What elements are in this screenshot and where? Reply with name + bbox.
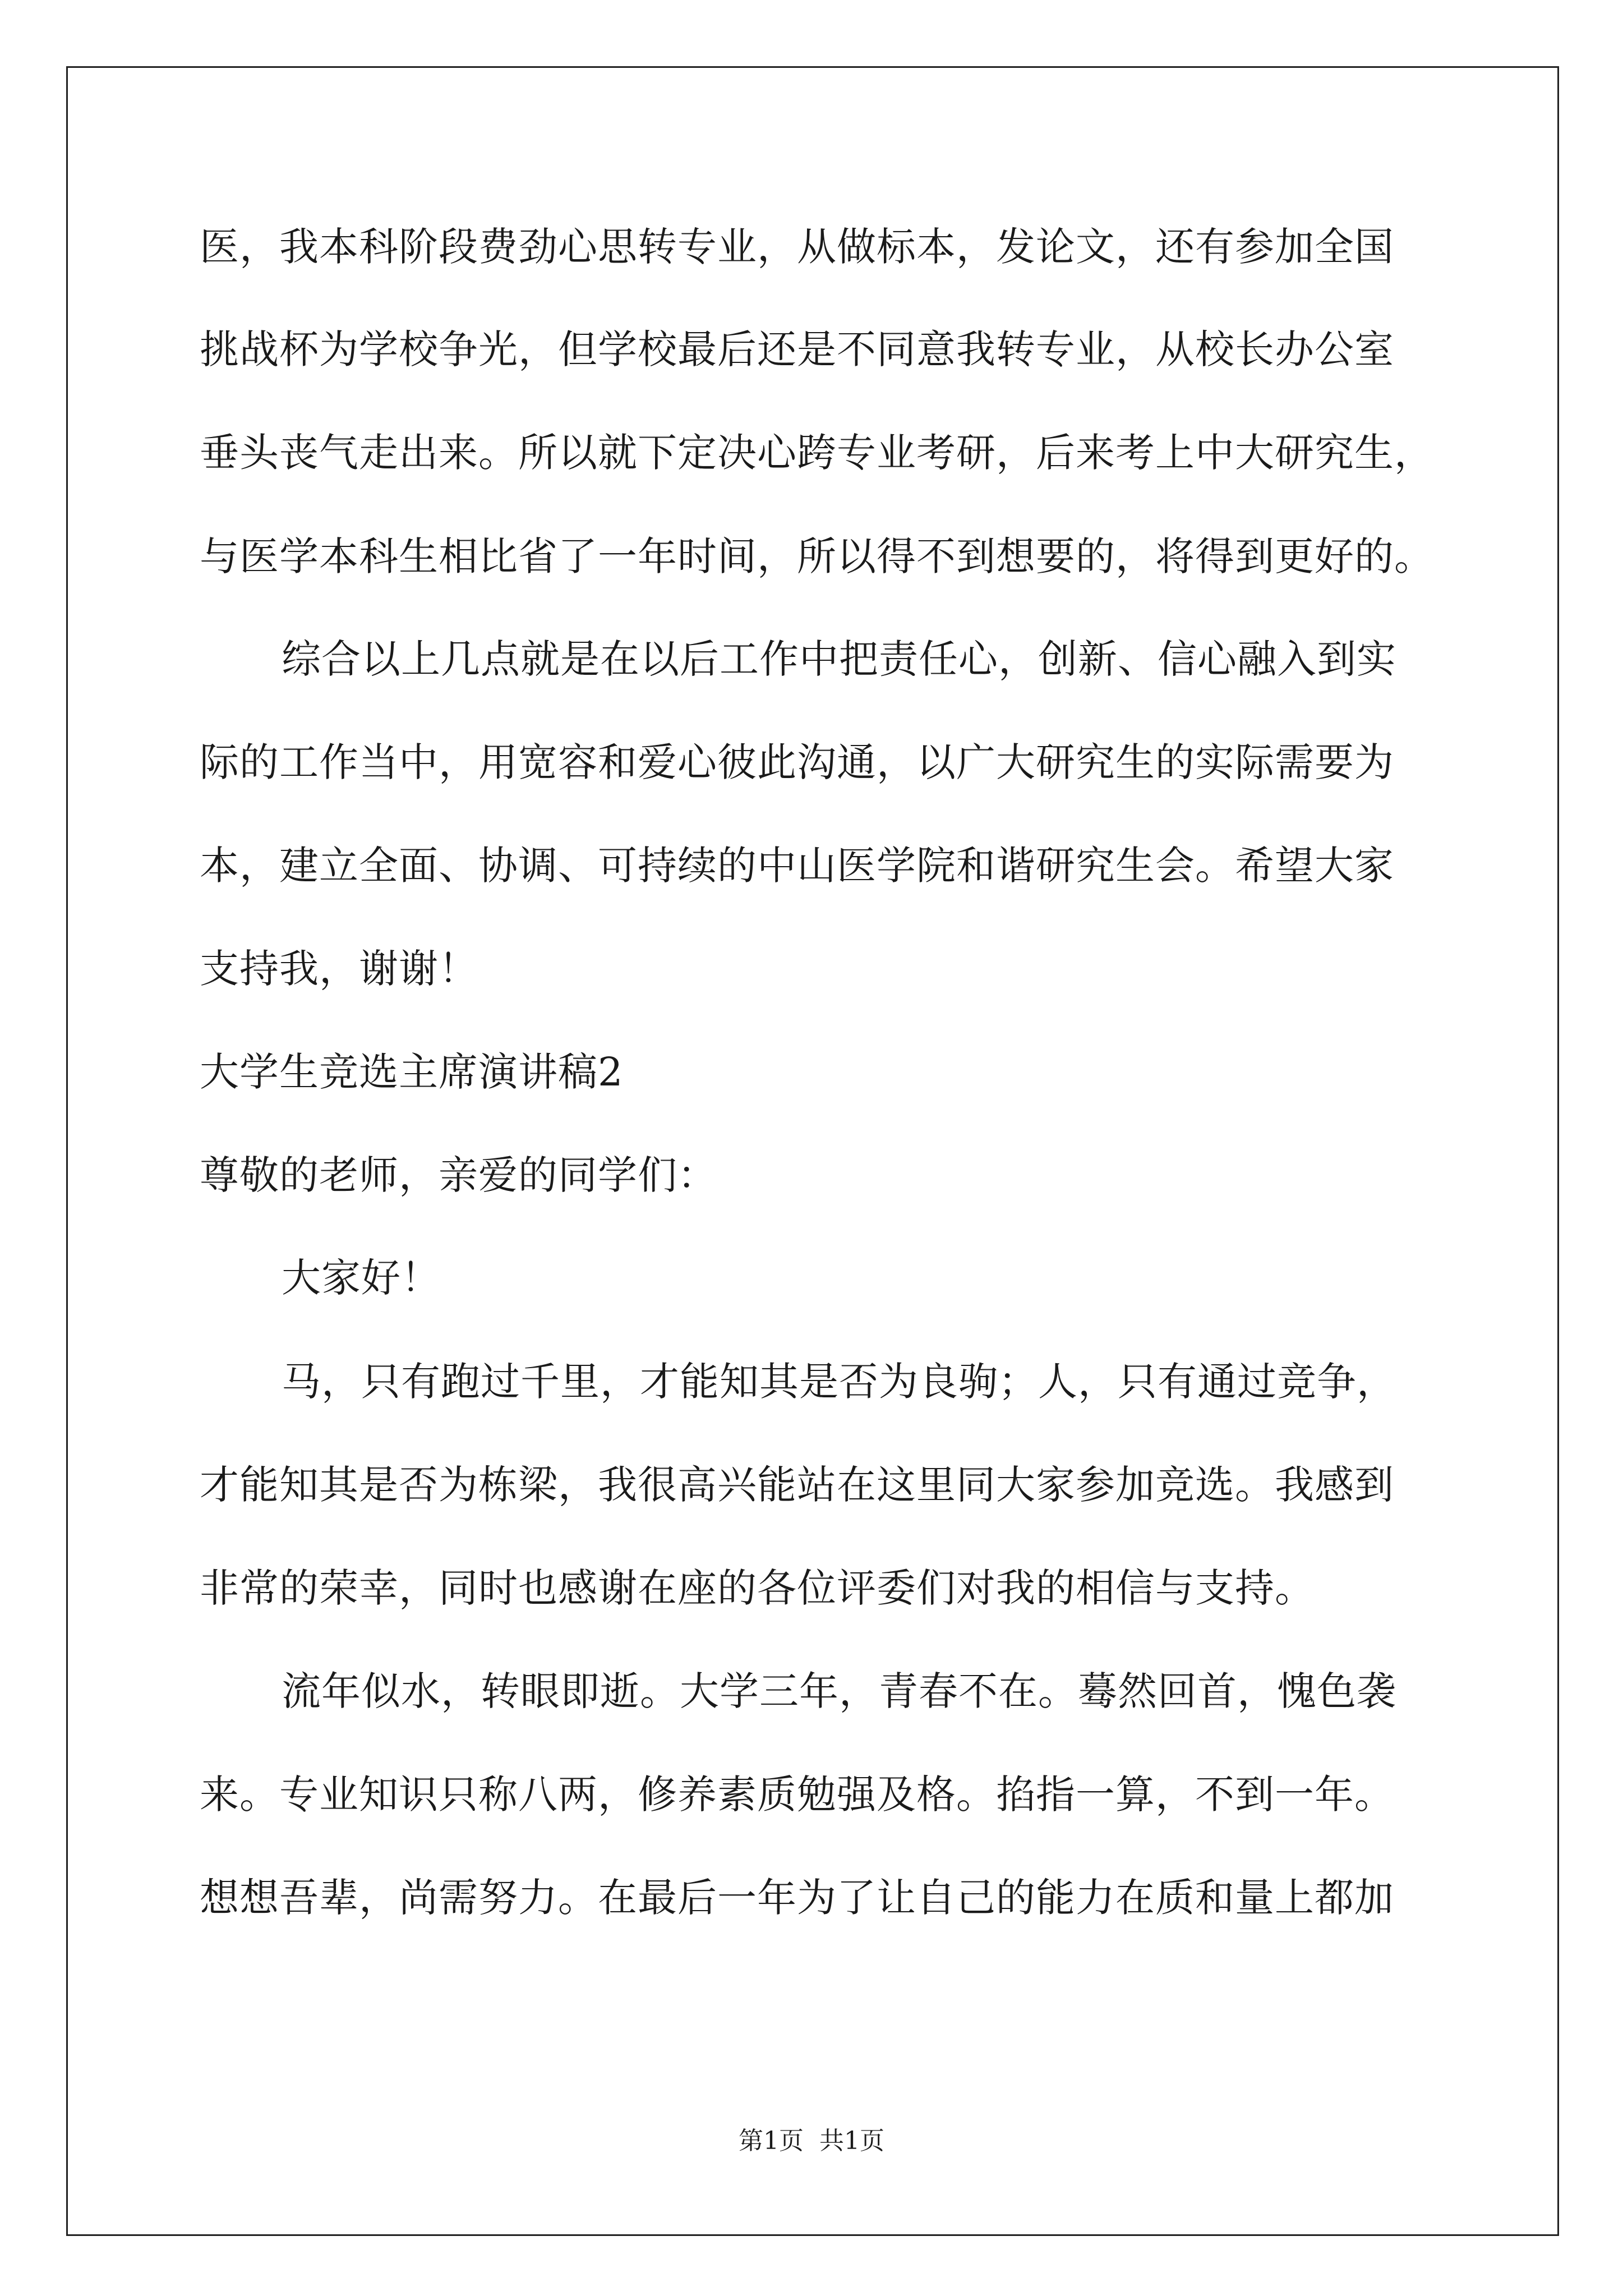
paragraph-start-line: 流年似水，转眼即逝。大学三年，青春不在。蓦然回首，愧色袭 [282,1668,1396,1714]
section-title: 大学生竞选主席演讲稿2 [200,1049,624,1095]
body-line: 想想吾辈，尚需努力。在最后一年为了让自己的能力在质和量上都加 [200,1875,1394,1921]
body-line: 来。专业知识只称八两，修养素质勉强及格。掐指一算，不到一年。 [200,1772,1394,1818]
body-line: 医，我本科阶段费劲心思转专业，从做标本，发论文，还有参加全国 [200,224,1394,270]
paragraph-start-line: 马，只有跑过千里，才能知其是否为良驹；人，只有通过竞争， [282,1359,1396,1405]
body-line: 支持我，谢谢！ [200,946,478,992]
body-line: 与医学本科生相比省了一年时间，所以得不到想要的，将得到更好的。 [200,533,1434,579]
body-line: 挑战杯为学校争光，但学校最后还是不同意我转专业，从校长办公室 [200,326,1394,372]
body-line: 才能知其是否为栋梁，我很高兴能站在这里同大家参加竞选。我感到 [200,1462,1394,1508]
body-line: 非常的荣幸，同时也感谢在座的各位评委们对我的相信与支持。 [200,1565,1315,1611]
paragraph-start-line: 综合以上几点就是在以后工作中把责任心，创新、信心融入到实 [282,636,1396,682]
body-line: 垂头丧气走出来。所以就下定决心跨专业考研，后来考上中大研究生， [200,430,1434,476]
page-footer: 第1页 共1页 [739,2127,884,2155]
body-line: 本，建立全面、协调、可持续的中山医学院和谐研究生会。希望大家 [200,843,1394,889]
salutation: 尊敬的老师，亲爱的同学们： [200,1152,717,1198]
greeting: 大家好！ [282,1255,441,1301]
body-line: 际的工作当中，用宽容和爱心彼此沟通，以广大研究生的实际需要为 [200,739,1394,785]
